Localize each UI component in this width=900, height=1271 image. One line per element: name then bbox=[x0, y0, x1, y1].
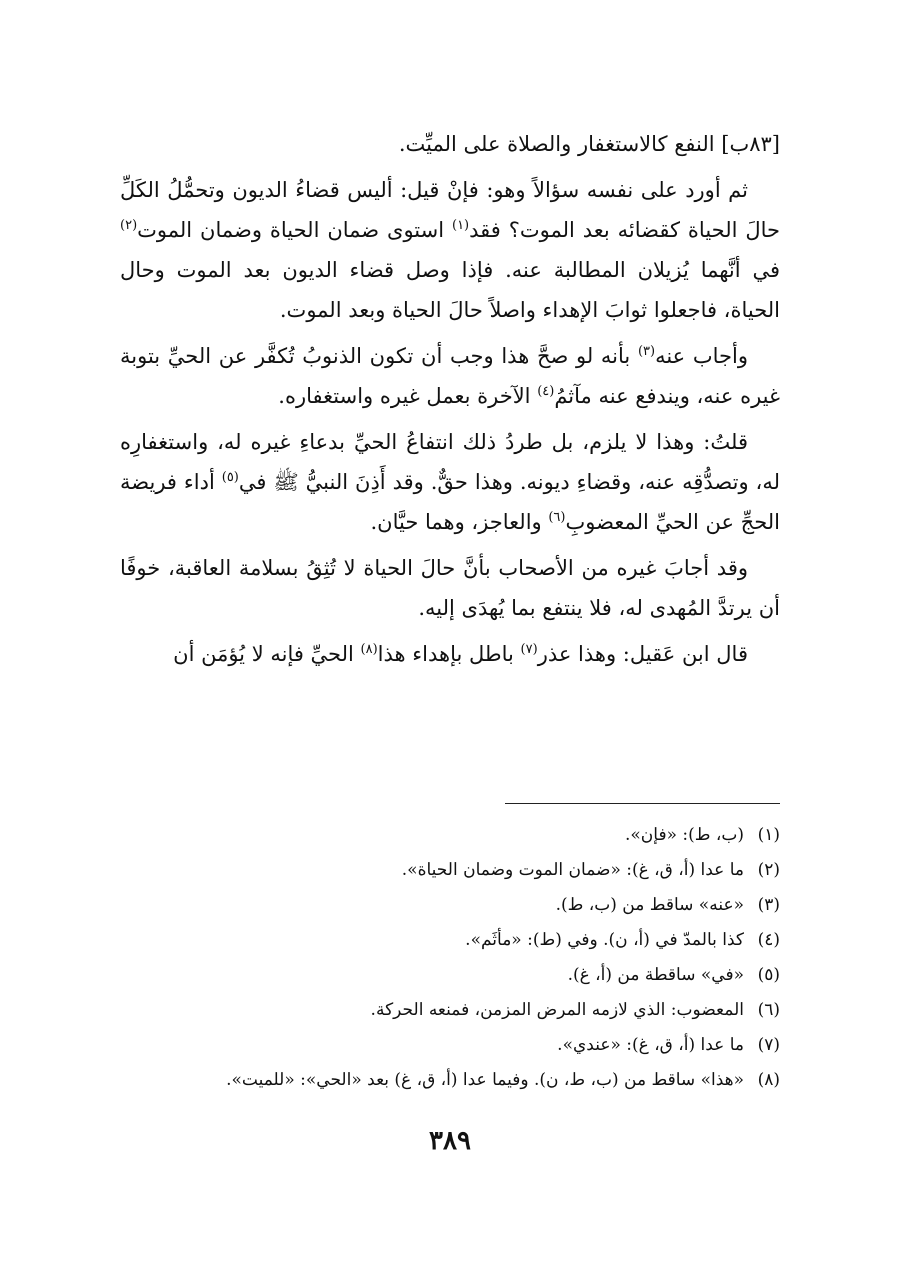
paragraph-text: قلتُ: وهذا لا يلزم، بل طردُ ذلك انتفاعُ الحيِّ بدعاءِ غيره له، واستغفارِه له، وتصدُّقِه عنه، وقضاءِ ديونه. وهذا حقٌّ. وقد أَذِنَ النبيُّ ﷺ في bbox=[120, 430, 780, 494]
footnote-text: ما عدا (أ، ق، غ): «عندي». bbox=[557, 1035, 744, 1055]
paragraph-text: استوى ضمان الحياة وضمان الموت bbox=[137, 218, 452, 242]
paragraph-text: أداء فريضة الحجِّ عن الحيِّ المعضوبِ bbox=[120, 470, 780, 534]
footnote-reference: (٧) bbox=[520, 642, 538, 657]
main-text bbox=[120, 124, 780, 680]
paragraph-text: قال ابن عَقيل: وهذا عذر bbox=[537, 642, 748, 666]
paragraph bbox=[120, 336, 780, 416]
footnote bbox=[120, 818, 780, 853]
footnote bbox=[120, 923, 780, 958]
paragraph-text: ثم أورد على نفسه سؤالاً وهو: فإنْ قيل: أليس قضاءُ الديون وتحمُّلُ الكَلِّ حالَ الحياة كقضائه بعد الموت؟ فقد bbox=[120, 178, 780, 242]
footnote bbox=[120, 958, 780, 993]
footnote bbox=[120, 888, 780, 923]
footnote-text: «عنه» ساقط من (ب، ط). bbox=[555, 895, 744, 915]
footnote bbox=[120, 1063, 780, 1098]
footnote-number: (٣) bbox=[757, 895, 780, 915]
paragraph-text: وقد أجابَ غيره من الأصحاب بأنَّ حالَ الحياة لا تُثِقُ بسلامة العاقبة، خوفًا أن يرتدَّ المُهدى له، فلا ينتفع بما يُهدَى إليه. bbox=[120, 556, 780, 620]
footnote-number: (٢) bbox=[757, 860, 780, 880]
paragraph bbox=[120, 634, 780, 674]
footnote bbox=[120, 993, 780, 1028]
paragraph-text: وأجاب عنه bbox=[655, 344, 748, 368]
footnote-number: (٤) bbox=[757, 930, 780, 950]
footnote-text: (ب، ط): «فإن». bbox=[624, 825, 744, 845]
footnote-text: «هذا» ساقط من (ب، ط، ن). وفيما عدا (أ، ق، غ) بعد «الحي»: «للميت». bbox=[226, 1070, 744, 1090]
footnote-number: (٨) bbox=[757, 1070, 780, 1090]
footnote-number: (١) bbox=[757, 825, 780, 845]
paragraph bbox=[120, 422, 780, 542]
footnote-number: (٥) bbox=[757, 965, 780, 985]
footnote-text: كذا بالمدّ في (أ، ن). وفي (ط): «مأثَم». bbox=[465, 930, 744, 950]
footnote-text: ما عدا (أ، ق، غ): «ضمان الموت وضمان الحياة». bbox=[401, 860, 744, 880]
paragraph-text: [٨٣ب] النفع كالاستغفار والصلاة على الميِّت. bbox=[398, 132, 780, 156]
footnote-reference: (١) bbox=[451, 218, 470, 233]
paragraph bbox=[120, 124, 780, 164]
page-number: ٣٨٩ bbox=[429, 1126, 471, 1156]
footnote-reference: (٤) bbox=[537, 384, 555, 399]
footnote-number: (٦) bbox=[757, 1000, 780, 1020]
paragraph-text: الآخرة بعمل غيره واستغفاره. bbox=[278, 384, 538, 408]
paragraph bbox=[120, 170, 780, 330]
footnote-reference: (٣) bbox=[637, 344, 656, 359]
paragraph-text: في أنَّهما يُزيلان المطالبة عنه. فإذا وصل قضاء الديون بعد الموت وحال الحياة، فاجعلوا ثوابَ الإهداء واصلاً حالَ الحياة وبعد الموت. bbox=[120, 258, 780, 322]
footnote-reference: (٢) bbox=[120, 218, 138, 233]
footnote bbox=[120, 1028, 780, 1063]
footnote-separator bbox=[505, 803, 780, 804]
footnote-text: «في» ساقطة من (أ، غ). bbox=[567, 965, 744, 985]
footnote-reference: (٨) bbox=[360, 642, 378, 657]
paragraph bbox=[120, 548, 780, 628]
footnote-number: (٧) bbox=[757, 1035, 780, 1055]
paragraph-text: والعاجز، وهما حيَّان. bbox=[370, 510, 549, 534]
footnote-reference: (٦) bbox=[548, 510, 566, 525]
footnote bbox=[120, 853, 780, 888]
footnotes bbox=[120, 818, 780, 1098]
footnote-reference: (٥) bbox=[221, 470, 239, 485]
paragraph-text: باطل بإهداء هذا bbox=[377, 642, 521, 666]
footnote-text: المعضوب: الذي لازمه المرض المزمن، فمنعه الحركة. bbox=[370, 1000, 744, 1020]
paragraph-text: بأنه لو صحَّ هذا وجب أن تكون الذنوبُ تُكفَّر عن الحيِّ بتوبة غيره عنه، ويندفع عنه مآثمُ bbox=[120, 344, 780, 408]
paragraph-text: الحيِّ فإنه لا يُؤمَن أن bbox=[173, 642, 361, 666]
